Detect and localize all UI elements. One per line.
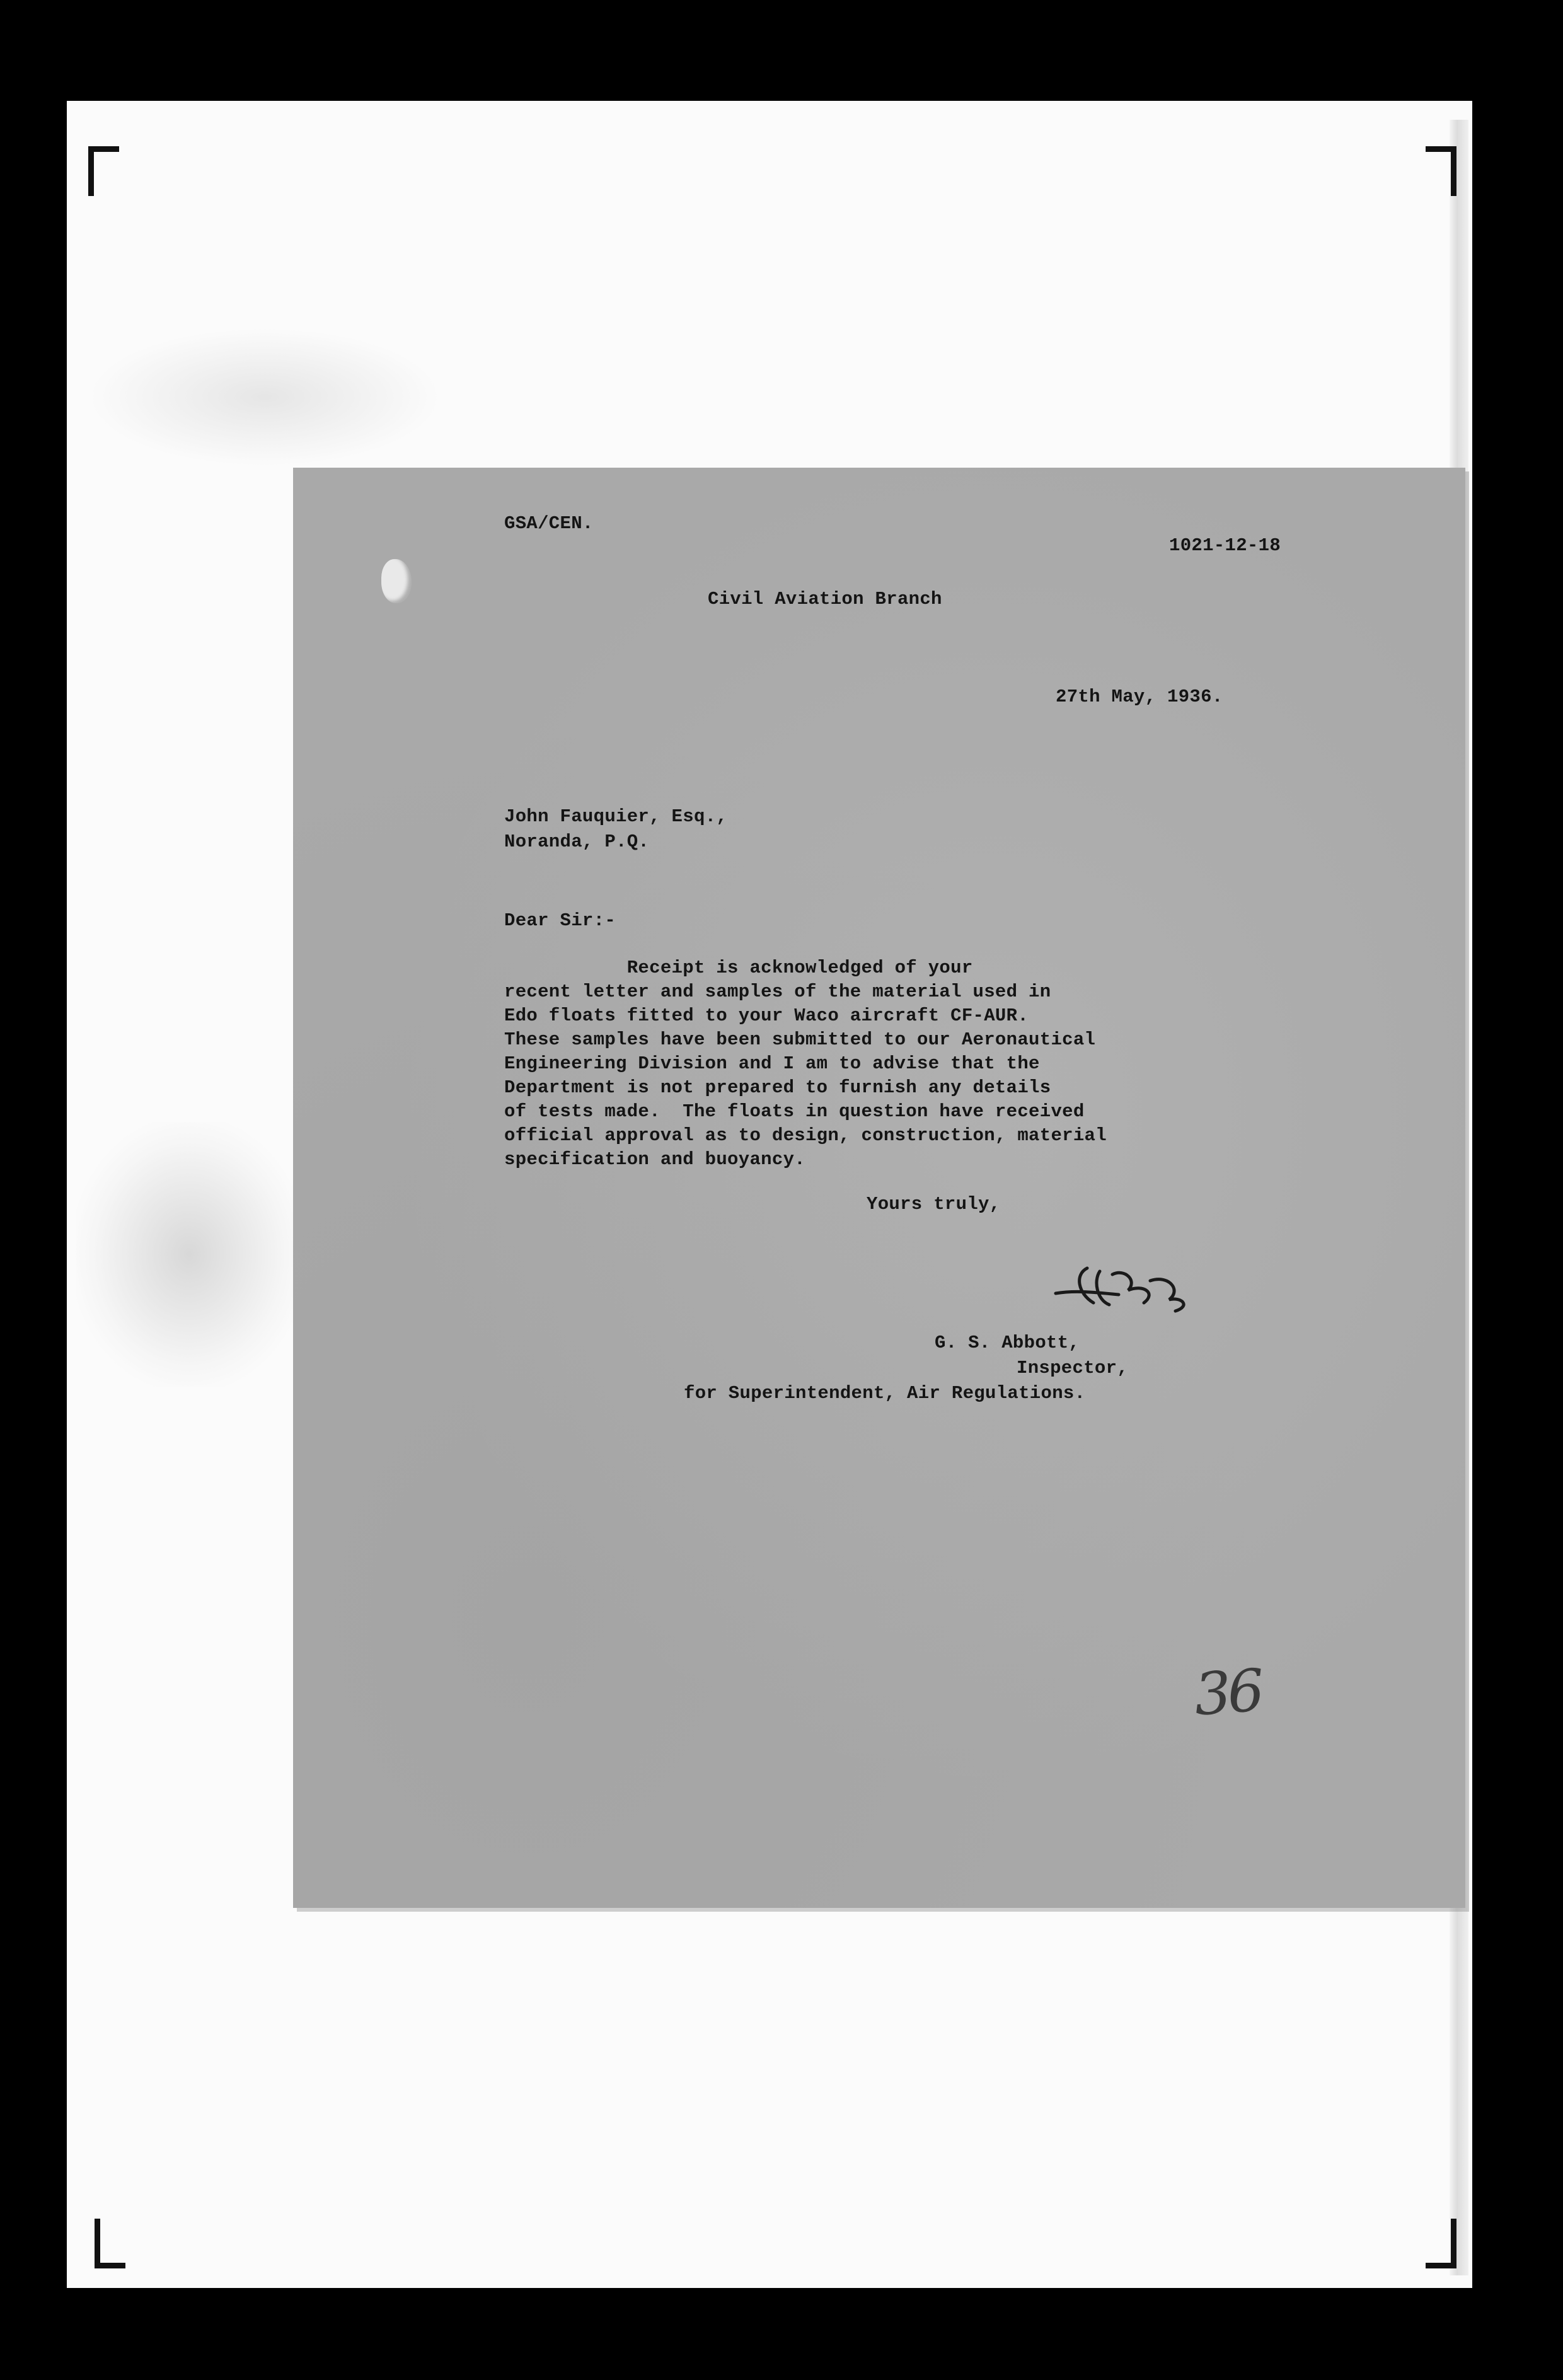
body-line: Department is not prepared to furnish any details [504, 1077, 1051, 1098]
file-number: 1021-12-18 [1169, 535, 1281, 556]
reference-code: GSA/CEN. [504, 513, 594, 534]
handwritten-signature [1049, 1256, 1201, 1319]
body-line: official approval as to design, construction, material [504, 1125, 1107, 1146]
addressee-name: John Fauquier, Esq., [504, 806, 728, 827]
addressee-location: Noranda, P.Q. [504, 831, 650, 852]
punch-hole [381, 559, 412, 603]
body-line: specification and buoyancy. [504, 1149, 805, 1170]
signatory-name: G. S. Abbott, [935, 1332, 1080, 1353]
closing: Yours truly, [867, 1194, 1001, 1215]
signatory-for: for Superintendent, Air Regulations. [684, 1383, 1086, 1404]
handwritten-page-number: 36 [1192, 1656, 1263, 1729]
body-line: of tests made. The floats in question have received [504, 1101, 1085, 1122]
body-line: These samples have been submitted to our Aeronautical [504, 1029, 1096, 1050]
body-line: recent letter and samples of the material used in [504, 981, 1051, 1002]
crop-mark-bottom-right [1426, 2219, 1456, 2268]
crop-mark-top-left [88, 146, 119, 196]
body-line: Engineering Division and I am to advise that the [504, 1053, 1040, 1074]
salutation: Dear Sir:- [504, 910, 616, 931]
body-line: Receipt is acknowledged of your [504, 957, 973, 978]
mount-stain [88, 328, 441, 466]
crop-mark-bottom-left [95, 2219, 125, 2268]
body-line: Edo floats fitted to your Waco aircraft CF-AUR. [504, 1005, 1029, 1026]
crop-mark-top-right [1426, 146, 1456, 196]
mount-stain [76, 1122, 303, 1387]
branch-heading: Civil Aviation Branch [708, 589, 942, 609]
letter-sheet [293, 468, 1465, 1908]
letter-date: 27th May, 1936. [1056, 686, 1223, 707]
signatory-title: Inspector, [1017, 1358, 1129, 1378]
